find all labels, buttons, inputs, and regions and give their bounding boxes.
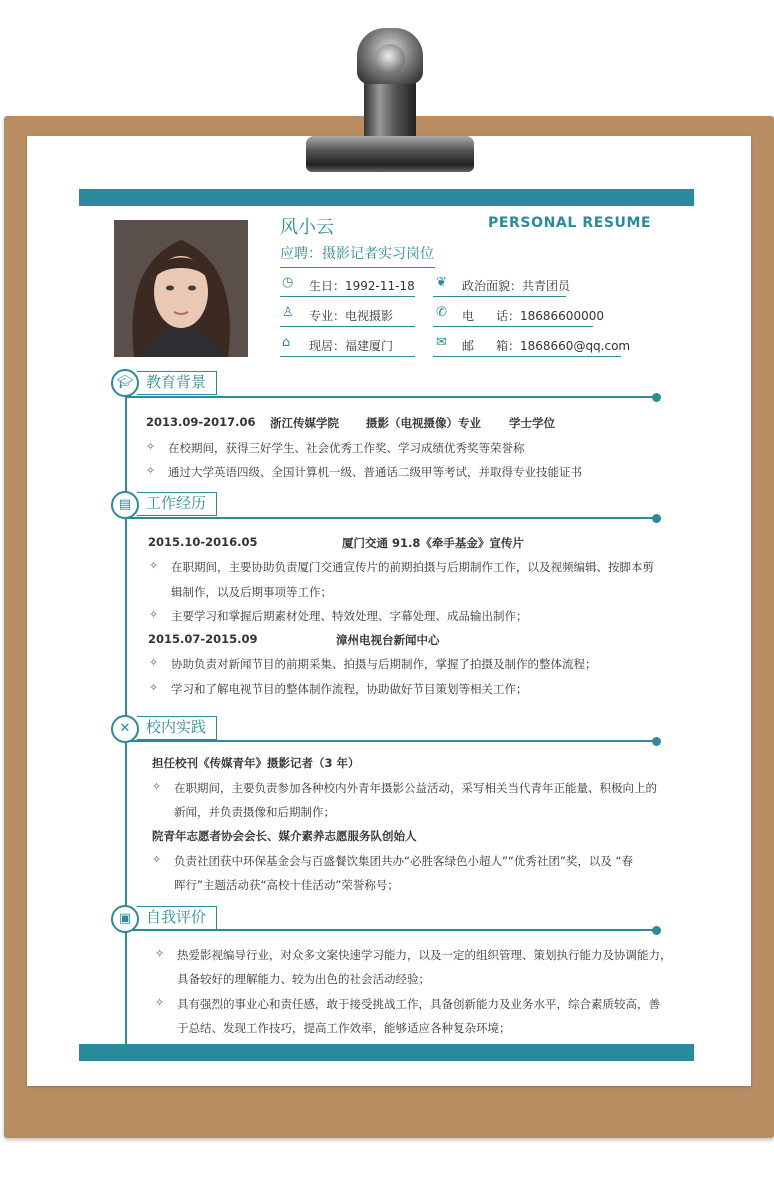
resume-title: PERSONAL RESUME xyxy=(488,215,652,231)
phone-icon: ✆ xyxy=(436,305,447,320)
section-title-education: 教育背景 xyxy=(137,371,217,395)
bullet-icon: ✧ xyxy=(146,440,156,453)
info-underline xyxy=(433,326,593,327)
info-underline xyxy=(280,356,415,357)
bullet-icon: ✧ xyxy=(155,947,165,960)
person-icon: ♙ xyxy=(282,305,294,320)
self-item: 热爱影视编导行业，对众多文案快速学习能力，以及一定的组织管理、策划执行能力及协调能力， xyxy=(177,948,672,962)
political-status-field: 政治面貌：共青团员 xyxy=(462,279,571,293)
work-item-continued: 辑制作，以及后期事项等工作； xyxy=(171,585,332,599)
bullet-icon: ✧ xyxy=(149,656,159,669)
info-underline xyxy=(433,356,621,357)
clock-icon: ◷ xyxy=(282,275,294,290)
clipboard-icon: ▤ xyxy=(111,491,139,519)
education-major: 摄影（电视摄像）专业 xyxy=(366,416,481,430)
campus-item-continued: 晖行”主题活动获“高校十佳活动”荣誉称号； xyxy=(174,878,399,892)
tools-icon: ✕ xyxy=(111,715,139,743)
bullet-icon: ✧ xyxy=(152,780,162,793)
self-item-continued: 于总结、发现工作技巧，提高工作效率，能够适应各种复杂环境； xyxy=(177,1021,511,1035)
bullet-icon: ✧ xyxy=(146,464,156,477)
campus-item: 在职期间，主要负责参加各种校内外青年摄影公益活动，采写相关当代青年正能量、积极向上的 xyxy=(174,781,657,795)
email-field: 箱：1868660@qq.com xyxy=(496,339,631,353)
id-card-icon: ▣ xyxy=(111,905,139,933)
work-item: 协助负责对新闻节目的前期采集、拍摄与后期制作，掌握了拍摄及制作的整体流程； xyxy=(171,657,597,671)
birthday-field: 生日：1992-11-18 xyxy=(309,279,415,293)
profile-photo xyxy=(114,220,248,357)
work-period: 2015.07-2015.09 xyxy=(148,632,258,646)
campus-role: 担任校刊《传媒青年》摄影记者（3 年） xyxy=(152,756,360,770)
mail-icon: ✉ xyxy=(436,335,447,350)
education-item: 通过大学英语四级、全国计算机一级、普通话二级甲等考试，并取得专业技能证书 xyxy=(168,465,582,479)
campus-item-continued: 新闻，并负责摄像和后期制作； xyxy=(174,805,335,819)
section-rule xyxy=(126,740,658,742)
binder-clip-hole xyxy=(375,44,405,74)
binder-clip-base xyxy=(306,136,474,172)
bottom-accent-bar xyxy=(79,1044,694,1061)
education-school: 浙江传媒学院 xyxy=(270,416,339,430)
info-underline xyxy=(433,296,566,297)
work-item: 学习和了解电视节目的整体制作流程，协助做好节目策划等相关工作； xyxy=(171,682,528,696)
section-rule xyxy=(126,517,658,519)
bullet-icon: ✧ xyxy=(152,853,162,866)
section-rule xyxy=(126,396,658,398)
work-item: 主要学习和掌握后期素材处理、特效处理、字幕处理、成品输出制作； xyxy=(171,609,528,623)
section-title-campus: 校内实践 xyxy=(137,716,217,740)
section-title-work: 工作经历 xyxy=(137,492,217,516)
home-icon: ⌂ xyxy=(282,335,291,350)
self-item: 具有强烈的事业心和责任感，敢于接受挑战工作，具备创新能力及业务水平，综合素质较高，善 xyxy=(177,997,660,1011)
leaf-icon: ❦ xyxy=(436,275,447,290)
info-underline xyxy=(280,296,415,297)
graduation-cap-icon: 🎓︎ xyxy=(111,369,139,397)
education-item: 在校期间，获得三好学生、社会优秀工作奖、学习成绩优秀奖等荣誉称 xyxy=(168,441,525,455)
email-label: 邮 xyxy=(462,339,475,353)
work-organization: 厦门交通 91.8《牵手基金》宣传片 xyxy=(342,536,524,550)
work-item: 在职期间，主要协助负责厦门交通宣传片的前期拍摄与后期制作工作，以及视频编辑、按脚本剪 xyxy=(171,560,654,574)
position-underline xyxy=(280,267,435,268)
bullet-icon: ✧ xyxy=(155,996,165,1009)
candidate-name: 风小云 xyxy=(280,217,334,238)
binder-clip-neck xyxy=(364,82,416,140)
top-accent-bar xyxy=(79,189,694,206)
work-organization: 漳州电视台新闻中心 xyxy=(336,633,440,647)
self-item-continued: 具备较好的理解能力、较为出色的社会活动经验； xyxy=(177,972,430,986)
work-period: 2015.10-2016.05 xyxy=(148,535,258,549)
campus-role: 院青年志愿者协会会长、媒介素养志愿服务队创始人 xyxy=(152,829,417,843)
campus-item: 负责社团获中环保基金会与百盛餐饮集团共办“必胜客绿色小超人”“优秀社团”奖，以及 “春 xyxy=(174,854,633,868)
section-rule-dot xyxy=(652,737,661,746)
section-rule-dot xyxy=(652,393,661,402)
phone-label: 电 xyxy=(462,309,475,323)
bullet-icon: ✧ xyxy=(149,681,159,694)
section-rule-dot xyxy=(652,926,661,935)
phone-field: 话：18686600000 xyxy=(496,309,604,323)
info-underline xyxy=(280,326,415,327)
applied-position: 应聘：摄影记者实习岗位 xyxy=(280,246,434,262)
bullet-icon: ✧ xyxy=(149,559,159,572)
major-field: 专业：电视摄影 xyxy=(309,309,394,323)
residence-field: 现居：福建厦门 xyxy=(309,339,394,353)
section-rule-dot xyxy=(652,514,661,523)
bullet-icon: ✧ xyxy=(149,608,159,621)
education-period: 2013.09-2017.06 xyxy=(146,415,256,429)
section-title-self: 自我评价 xyxy=(137,906,217,930)
education-degree: 学士学位 xyxy=(509,416,555,430)
